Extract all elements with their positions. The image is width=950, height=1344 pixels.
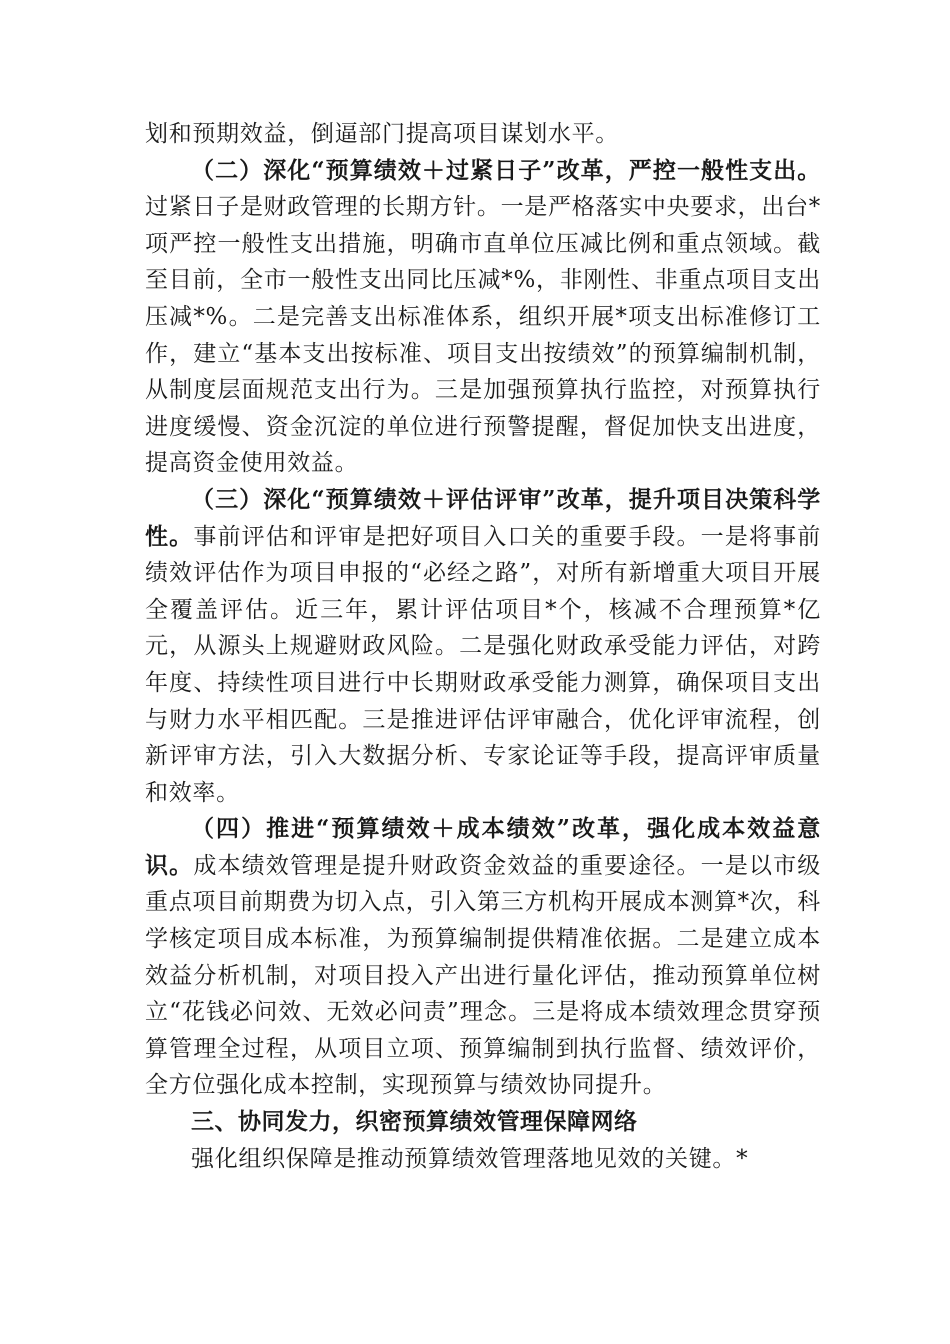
section-4-body: 成本绩效管理是提升财政资金效益的重要途径。一是以市级重点项目前期费为切入点，引入第三方机构开展成本测算*次，科学核定项目成本标准，为预算编制提供精准依据。二是建立成本效益分析机制，对项目投入产出进行量化评估，推动预算单位树立“花钱必问效、无效必问责”理念。三是将成本绩效理念贯穿预算管理全过程，从项目立项、预算编制到执行监督、绩效评价，全方位强化成本控制，实现预算与绩效协同提升。 xyxy=(145,852,822,1099)
section-3-body: 事前评估和评审是把好项目入口关的重要手段。一是将事前绩效评估作为项目申报的“必经之路”，对所有新增重大项目开展全覆盖评估。近三年，累计评估项目*个，核减不合理预算*亿元，从源头上规避财政风险。二是强化财政承受能力评估，对跨年度、持续性项目进行中长期财政承受能力测算，确保项目支出与财力水平相匹配。三是推进评估评审融合，优化评审流程，创新评审方法，引入大数据分析、专家论证等手段，提高评审质量和效率。 xyxy=(145,523,822,806)
section-2-title: （二）深化“预算绩效＋过紧日子”改革，严控一般性支出。 xyxy=(191,156,821,184)
paragraph-chapter-3-intro: 强化组织保障是推动预算绩效管理落地见效的关键。* xyxy=(191,1145,749,1172)
paragraph-section-2 xyxy=(145,153,821,482)
document-body xyxy=(145,116,821,1177)
paragraph-continuation: 划和预期效益，倒逼部门提高项目谋划水平。 xyxy=(145,121,619,147)
section-4-title: （四）推进“预算绩效＋成本绩效”改革，强化成本效益意识。 xyxy=(145,815,821,879)
paragraph-section-3 xyxy=(145,482,821,811)
paragraph-section-4 xyxy=(145,811,821,1104)
section-2-body: 过紧日子是财政管理的长期方针。一是严格落实中央要求，出台*项严控一般性支出措施，明确市直单位压减比例和重点领域。截至目前，全市一般性支出同比压减*%，非刚性、非重点项目支出压减*%。二是完善支出标准体系，组织开展*项支出标准修订工作，建立“基本支出按标准、项目支出按绩效”的预算编制机制，从制度层面规范支出行为。三是加强预算执行监控，对预算执行进度缓慢、资金沉淀的单位进行预警提醒，督促加快支出进度，提高资金使用效益。 xyxy=(145,194,821,477)
chapter-heading-3: 三、协同发力，织密预算绩效管理保障网络 xyxy=(191,1109,638,1136)
section-3-title: （三）深化“预算绩效＋评估评审”改革，提升项目决策科学性。 xyxy=(145,485,821,550)
